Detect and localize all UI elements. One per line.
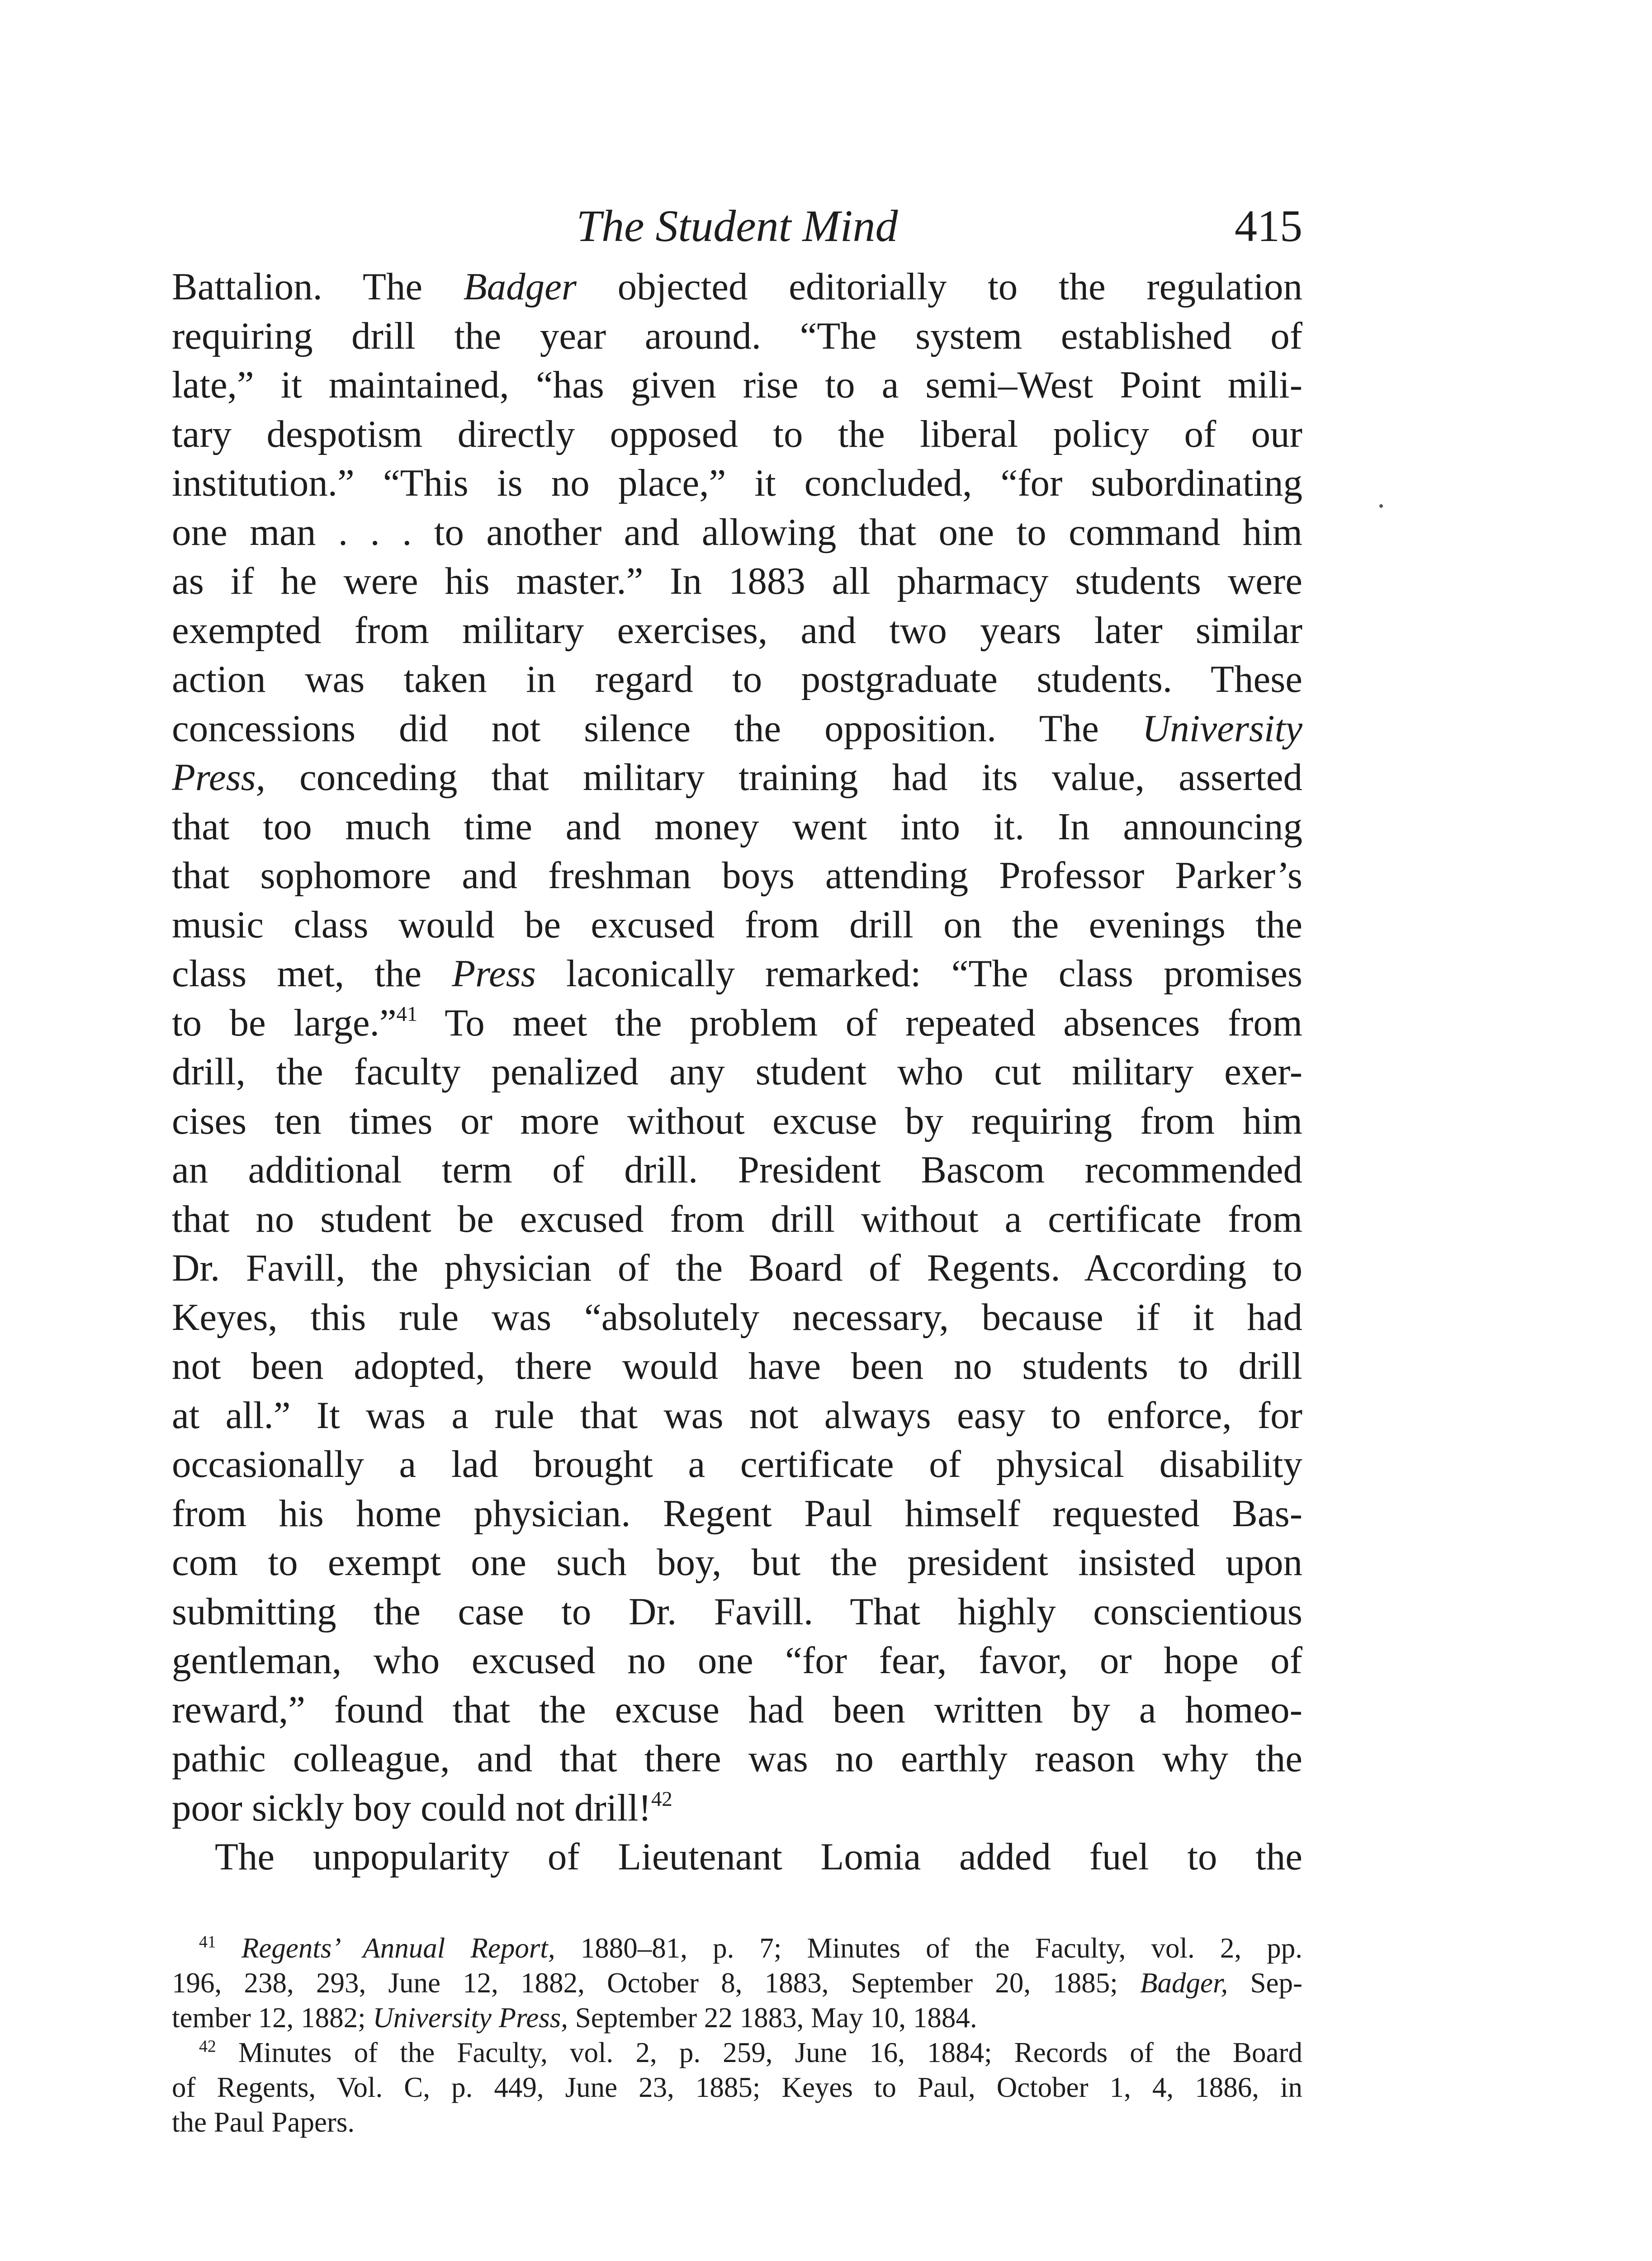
body-line bbox=[172, 410, 1302, 459]
body-line bbox=[172, 1734, 1302, 1783]
text-run: exempted from military exercises, and two years later similar bbox=[172, 609, 1302, 652]
italic-text: University Press, bbox=[373, 2002, 568, 2034]
body-line bbox=[172, 1342, 1302, 1391]
footnote-number: 41 bbox=[199, 1932, 216, 1952]
scan-speck bbox=[1379, 504, 1383, 508]
body-line bbox=[172, 1391, 1302, 1440]
text-run: of Regents, Vol. C, p. 449, June 23, 1885; Keyes to Paul, October 1, 4, 1886, in bbox=[172, 2072, 1302, 2103]
body-line bbox=[172, 704, 1302, 753]
text-run: Dr. Favill, the physician of the Board of Regents. According to bbox=[172, 1247, 1302, 1289]
body-line bbox=[172, 1832, 1302, 1882]
italic-text: Badger, bbox=[1140, 1967, 1228, 1999]
body-line bbox=[172, 802, 1302, 851]
text-run: music class would be excused from drill on the evenings the bbox=[172, 903, 1302, 946]
text-run: conceding that military training had its value, asserted bbox=[265, 756, 1302, 799]
footnote-line bbox=[172, 2035, 1302, 2070]
footnote-line bbox=[172, 2105, 1302, 2140]
body-line bbox=[172, 1097, 1302, 1146]
text-run: the Paul Papers. bbox=[172, 2106, 355, 2138]
italic-text: Badger bbox=[463, 265, 577, 308]
text-run: To meet the problem of repeated absences from bbox=[417, 1001, 1302, 1044]
text-run: not been adopted, there would have been no students to drill bbox=[172, 1345, 1302, 1387]
body-line bbox=[172, 753, 1302, 802]
body-line bbox=[172, 360, 1302, 410]
body-line bbox=[172, 1685, 1302, 1735]
text-run bbox=[216, 1932, 241, 1964]
text-run: drill, the faculty penalized any student who cut military exer- bbox=[172, 1050, 1302, 1093]
body-line bbox=[172, 998, 1302, 1048]
text-run: that too much time and money went into it. In announcing bbox=[172, 805, 1302, 848]
text-run: one man . . . to another and allowing that one to command him bbox=[172, 511, 1302, 553]
body-line bbox=[172, 1538, 1302, 1587]
text-run: reward,” found that the excuse had been written by a homeo- bbox=[172, 1688, 1302, 1731]
text-run: pathic colleague, and that there was no earthly reason why the bbox=[172, 1737, 1302, 1780]
body-line bbox=[172, 1195, 1302, 1244]
text-run: that sophomore and freshman boys attending Professor Parker’s bbox=[172, 854, 1302, 897]
text-run: September 22 1883, May 10, 1884. bbox=[568, 2002, 977, 2034]
text-run: 196, 238, 293, June 12, 1882, October 8, 1883, September 20, 1885; bbox=[172, 1967, 1141, 1999]
text-run: institution.” “This is no place,” it concluded, “for subordinating bbox=[172, 462, 1302, 504]
page-number: 415 bbox=[1235, 201, 1302, 251]
footnote-line bbox=[172, 1966, 1302, 2001]
footnote-line bbox=[172, 2001, 1302, 2035]
text-run: Keyes, this rule was “absolutely necessary, because if it had bbox=[172, 1296, 1302, 1339]
body-line bbox=[172, 1145, 1302, 1195]
text-run: that no student be excused from drill without a certificate from bbox=[172, 1197, 1302, 1240]
text-run: submitting the case to Dr. Favill. That highly conscientious bbox=[172, 1590, 1302, 1633]
text-run: requiring drill the year around. “The system established of bbox=[172, 314, 1302, 357]
body-line bbox=[172, 1440, 1302, 1489]
footnote-line bbox=[172, 1931, 1302, 1966]
body-line bbox=[172, 459, 1302, 508]
body-line bbox=[172, 557, 1302, 606]
italic-text: Press, bbox=[172, 756, 265, 799]
body-line bbox=[172, 262, 1302, 312]
text-run: Sep- bbox=[1228, 1967, 1302, 1999]
footnote-reference: 41 bbox=[396, 1002, 418, 1026]
text-run: at all.” It was a rule that was not always easy to enforce, for bbox=[172, 1394, 1302, 1437]
text-run: as if he were his master.” In 1883 all pharmacy students were bbox=[172, 560, 1302, 602]
text-run: class met, the bbox=[172, 952, 452, 995]
text-run: late,” it maintained, “has given rise to a semi–West Point mili- bbox=[172, 364, 1302, 406]
text-run: to be large.” bbox=[172, 1001, 397, 1044]
text-run: action was taken in regard to postgraduate students. These bbox=[172, 658, 1302, 700]
body-line bbox=[172, 949, 1302, 998]
text-run: The unpopularity of Lieutenant Lomia added fuel to the bbox=[215, 1835, 1302, 1878]
text-run: tary despotism directly opposed to the liberal policy of our bbox=[172, 412, 1302, 455]
body-line bbox=[172, 1047, 1302, 1097]
body-line bbox=[172, 900, 1302, 950]
body-line bbox=[172, 312, 1302, 361]
body-line bbox=[172, 655, 1302, 704]
text-run: Minutes of the Faculty, vol. 2, p. 259, June 16, 1884; Records of the Board bbox=[216, 2037, 1302, 2068]
running-title: The Student Mind bbox=[576, 201, 898, 251]
body-text bbox=[172, 262, 1302, 1882]
body-line bbox=[172, 1783, 1302, 1833]
text-run: 1880–81, p. 7; Minutes of the Faculty, vol. 2, pp. bbox=[555, 1932, 1302, 1964]
italic-text: Regents’ Annual Report, bbox=[241, 1932, 555, 1964]
footnotes bbox=[172, 1931, 1302, 2140]
text-run: concessions did not silence the opposition. The bbox=[172, 707, 1142, 750]
body-line bbox=[172, 606, 1302, 655]
text-run: an additional term of drill. President Bascom recommended bbox=[172, 1149, 1302, 1191]
body-line bbox=[172, 1244, 1302, 1293]
body-line bbox=[172, 851, 1302, 900]
text-run: from his home physician. Regent Paul himself requested Bas- bbox=[172, 1492, 1302, 1535]
text-run: gentleman, who excused no one “for fear, favor, or hope of bbox=[172, 1639, 1302, 1682]
body-line bbox=[172, 1636, 1302, 1685]
footnote-number: 42 bbox=[199, 2037, 216, 2056]
italic-text: Press bbox=[452, 952, 536, 995]
body-line bbox=[172, 1489, 1302, 1538]
text-run: occasionally a lad brought a certificate of physical disability bbox=[172, 1443, 1302, 1485]
body-line bbox=[172, 1587, 1302, 1637]
footnote-line bbox=[172, 2070, 1302, 2105]
text-run: objected editorially to the regulation bbox=[576, 265, 1302, 308]
text-run: com to exempt one such boy, but the president insisted upon bbox=[172, 1541, 1302, 1584]
text-run: poor sickly boy could not drill! bbox=[172, 1786, 652, 1829]
body-line bbox=[172, 1293, 1302, 1342]
text-run: laconically remarked: “The class promises bbox=[535, 952, 1302, 995]
running-head bbox=[172, 190, 1302, 262]
body-line bbox=[172, 508, 1302, 557]
footnote-reference: 42 bbox=[651, 1787, 672, 1811]
text-run: tember 12, 1882; bbox=[172, 2002, 373, 2034]
text-run: cises ten times or more without excuse by requiring from him bbox=[172, 1099, 1302, 1142]
text-run: Battalion. The bbox=[172, 265, 464, 308]
italic-text: University bbox=[1142, 707, 1302, 750]
